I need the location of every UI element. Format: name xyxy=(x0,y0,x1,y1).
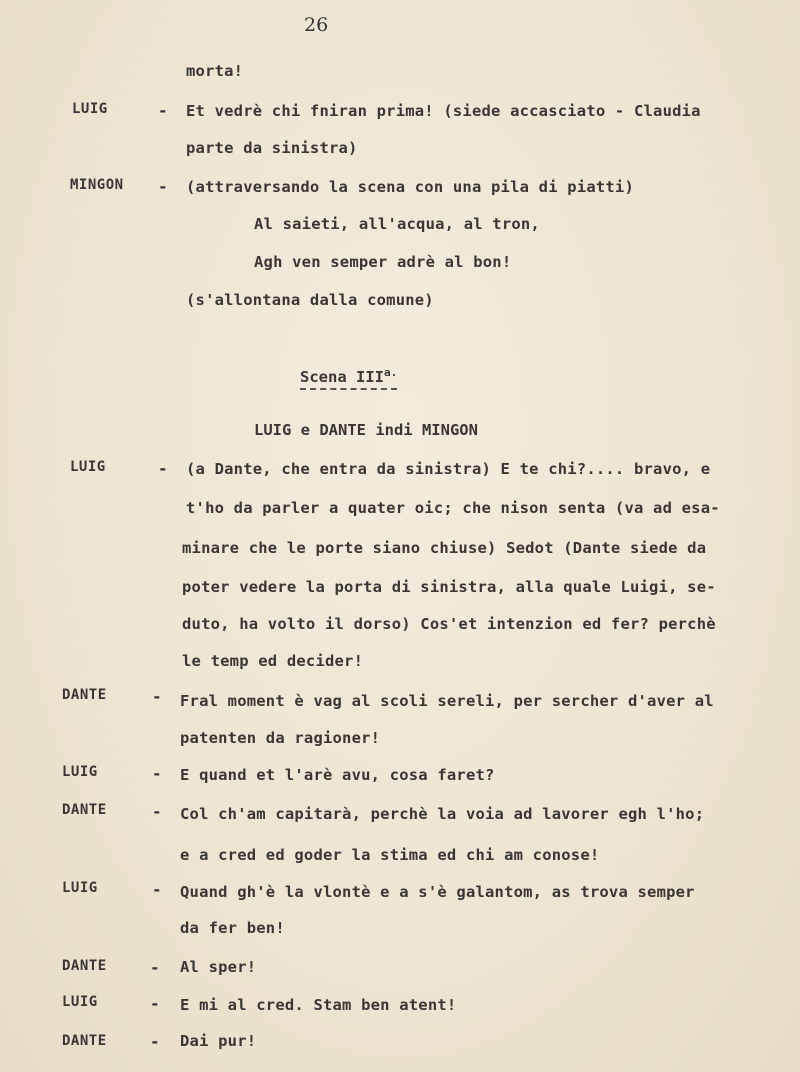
speaker-dash: - xyxy=(152,880,162,899)
dialogue-line: Quand gh'è la vlontè e a s'è galantom, as trova semper xyxy=(180,883,695,901)
speaker-dash: - xyxy=(152,764,162,783)
speaker-dash: - xyxy=(152,687,162,706)
dialogue-line: Fral moment è vag al scoli sereli, per sercher d'aver al xyxy=(180,692,714,710)
speaker-name: DANTE xyxy=(62,802,107,818)
speaker-name: LUIG xyxy=(70,459,106,475)
dialogue-line: E quand et l'arè avu, cosa faret? xyxy=(180,766,495,784)
page-number: 26 xyxy=(304,14,329,36)
dialogue-line: le temp ed decider! xyxy=(182,652,364,670)
scene-title xyxy=(300,366,397,390)
dialogue-line: parte da sinistra) xyxy=(186,139,358,157)
verse-line: Al saieti, all'acqua, al tron, xyxy=(254,215,540,233)
speaker-dash: - xyxy=(152,802,162,821)
speaker-name: MINGON xyxy=(70,177,124,193)
verse-line: Agh ven semper adrè al bon! xyxy=(254,253,512,271)
dialogue-line: (a Dante, che entra da sinistra) E te chi?.... bravo, e xyxy=(186,460,711,478)
speaker-name: DANTE xyxy=(62,687,107,703)
stage-direction: (s'allontana dalla comune) xyxy=(186,291,434,309)
scene-title-superscript: a. xyxy=(384,366,398,379)
dialogue-line: morta! xyxy=(186,62,244,80)
stage-direction: (attraversando la scena con una pila di piatti) xyxy=(186,178,634,196)
dialogue-line: E mi al cred. Stam ben atent! xyxy=(180,996,457,1014)
dialogue-line: Col ch'am capitarà, perchè la voia ad lavorer egh l'ho; xyxy=(180,805,705,823)
dialogue-line: minare che le porte siano chiuse) Sedot (Dante siede da xyxy=(182,539,707,557)
dialogue-line: t'ho da parler a quater oic; che nison senta (va ad esa- xyxy=(186,499,720,517)
dialogue-line: patenten da ragioner! xyxy=(180,729,381,747)
dialogue-line: e a cred ed goder la stima ed chi am conose! xyxy=(180,846,600,864)
speaker-dash: - xyxy=(150,994,160,1013)
speaker-dash: - xyxy=(158,459,168,478)
speaker-name: LUIG xyxy=(72,101,108,117)
speaker-name: DANTE xyxy=(62,958,107,974)
speaker-name: LUIG xyxy=(62,764,98,780)
speaker-name: LUIG xyxy=(62,880,98,896)
speaker-dash: - xyxy=(150,1032,160,1051)
dialogue-line: Et vedrè chi fniran prima! (siede accasciato - Claudia xyxy=(186,102,701,120)
dialogue-line: da fer ben! xyxy=(180,919,285,937)
dialogue-line: duto, ha volto il dorso) Cos'et intenzion ed fer? perchè xyxy=(182,615,716,633)
speaker-name: LUIG xyxy=(62,994,98,1010)
speaker-name: DANTE xyxy=(62,1033,107,1049)
scene-cast: LUIG e DANTE indi MINGON xyxy=(254,421,478,439)
speaker-dash: - xyxy=(158,101,168,120)
speaker-dash: - xyxy=(158,177,168,196)
speaker-dash: - xyxy=(150,958,160,977)
dialogue-line: Dai pur! xyxy=(180,1032,257,1050)
dialogue-line: Al sper! xyxy=(180,958,257,976)
dialogue-line: poter vedere la porta di sinistra, alla quale Luigi, se- xyxy=(182,578,716,596)
scene-title-text: Scena III xyxy=(300,368,384,387)
